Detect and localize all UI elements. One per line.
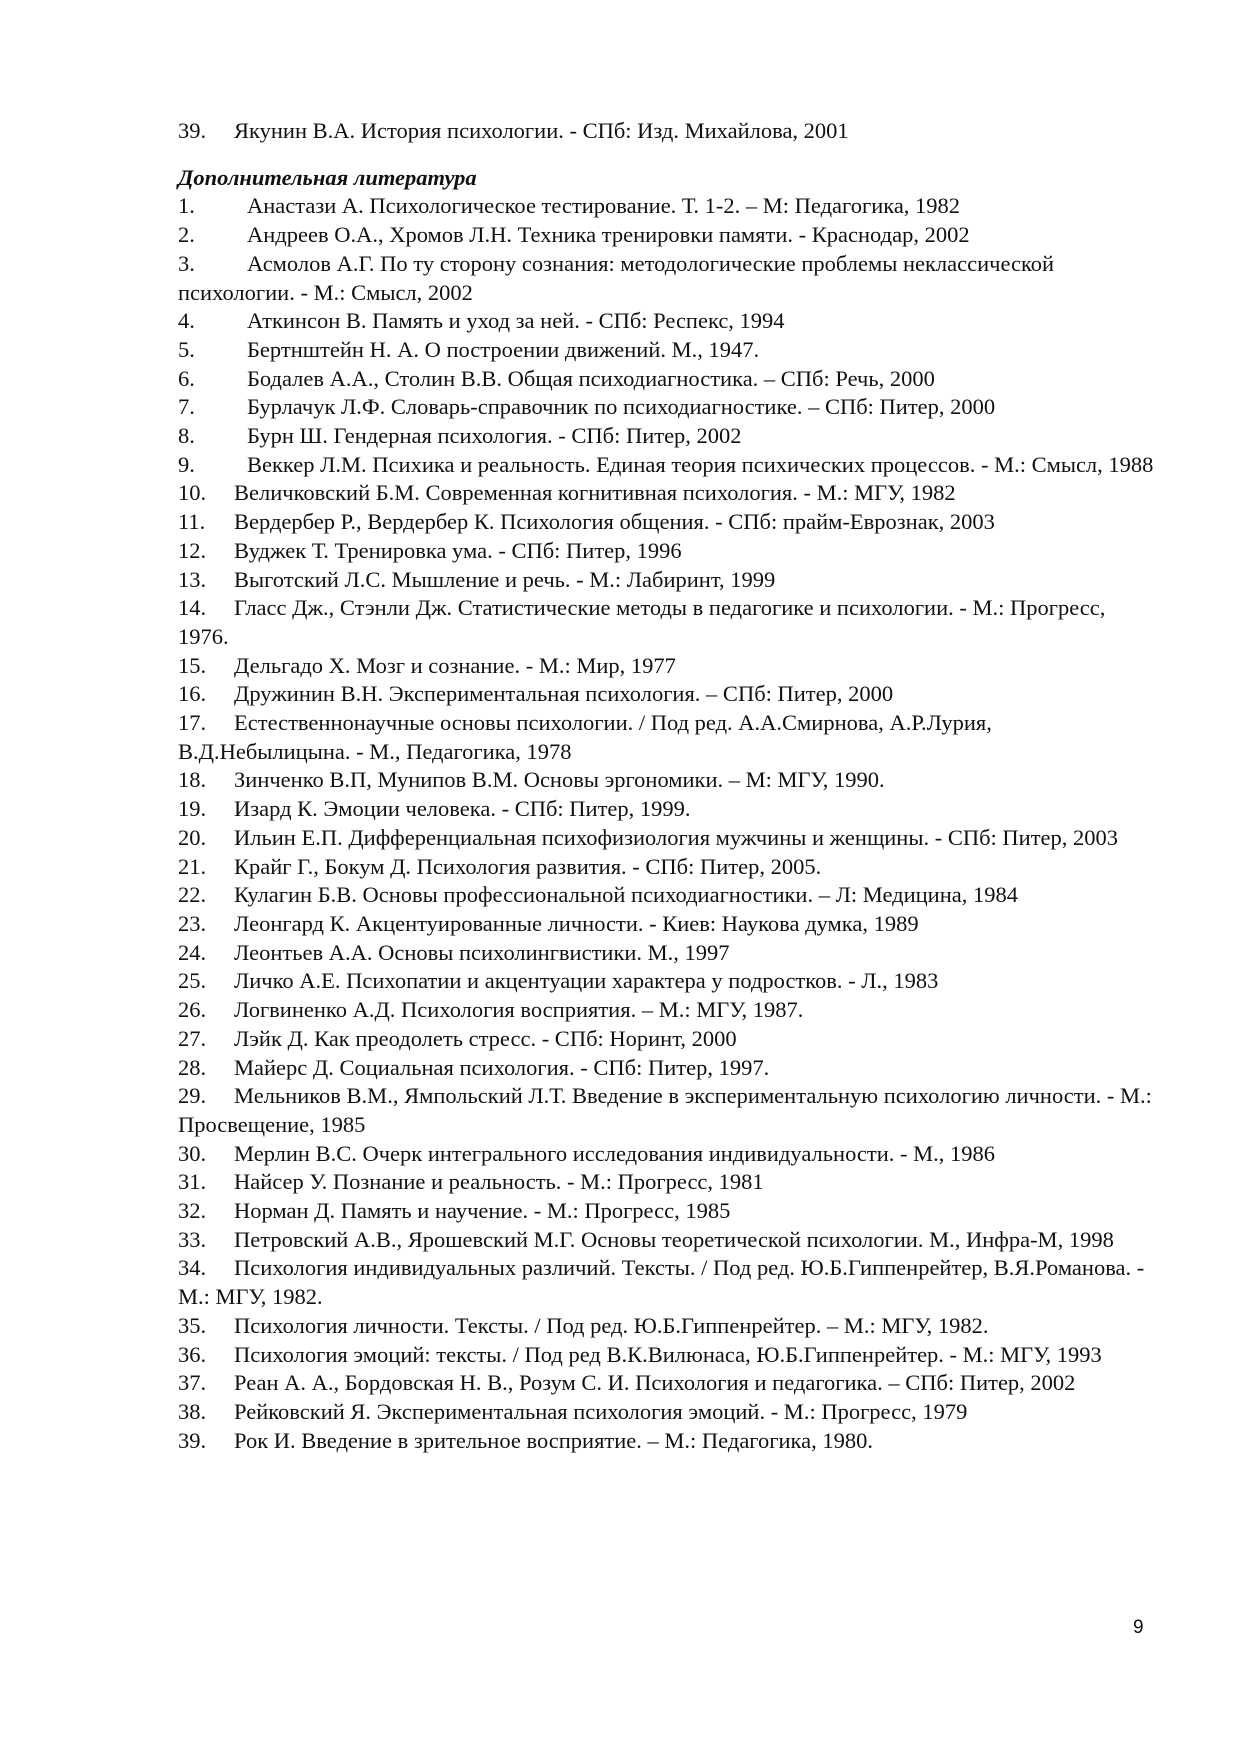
reference-text: Вердербер Р., Вердербер К. Психология общения. - СПб: прайм-Еврознак, 2003 (234, 509, 995, 535)
reference-text: Веккер Л.М. Психика и реальность. Единая теория психических процессов. - М.: Смысл, 1988 (247, 451, 1154, 477)
reference-number: 2. (178, 222, 195, 248)
reference-text: Якунин В.А. История психологии. - СПб: Изд. Михайлова, 2001 (234, 118, 849, 143)
reference-text: Рок И. Введение в зрительное восприятие. – М.: Педагогика, 1980. (234, 1427, 873, 1453)
list-item (178, 1140, 1158, 1169)
reference-number: 35. (178, 1312, 207, 1338)
list-item (178, 537, 1158, 566)
reference-text: Аткинсон В. Память и уход за ней. - СПб: Респекс, 1994 (247, 308, 785, 334)
list-item (178, 1082, 1158, 1139)
reference-text: Мерлин В.С. Очерк интегрального исследования индивидуальности. - М., 1986 (234, 1140, 995, 1166)
reference-number: 1. (178, 193, 195, 219)
reference-number: 10. (178, 480, 207, 506)
reference-number: 15. (178, 652, 207, 678)
reference-text: Мельников В.М., Ямпольский Л.Т. Введение в экспериментальную психологию личности. - М.: Просвещение, 1985 (178, 1083, 1152, 1137)
reference-number: 18. (178, 767, 207, 793)
reference-text: Дружинин В.Н. Экспериментальная психология. – СПб: Питер, 2000 (234, 681, 894, 707)
reference-list (178, 192, 1158, 1455)
reference-text: Психология личности. Тексты. / Под ред. Ю.Б.Гиппенрейтер. – М.: МГУ, 1982. (234, 1312, 989, 1338)
reference-number: 33. (178, 1226, 207, 1252)
reference-text: Кулагин Б.В. Основы профессиональной психодиагностики. – Л: Медицина, 1984 (234, 882, 1018, 908)
reference-number: 8. (178, 423, 195, 449)
reference-number: 34. (178, 1255, 207, 1281)
reference-text: Выготский Л.С. Мышление и речь. - М.: Лабиринт, 1999 (234, 566, 776, 592)
reference-number: 21. (178, 853, 207, 879)
reference-number: 20. (178, 824, 207, 850)
list-item (178, 451, 1158, 480)
list-item (178, 709, 1158, 766)
reference-number: 23. (178, 910, 207, 936)
reference-text: Логвиненко А.Д. Психология восприятия. – М.: МГУ, 1987. (234, 997, 804, 1023)
reference-number: 30. (178, 1140, 207, 1166)
list-item (178, 250, 1158, 307)
reference-number: 26. (178, 997, 207, 1023)
reference-text: Лэйк Д. Как преодолеть стресс. - СПб: Норинт, 2000 (234, 1025, 737, 1051)
reference-number: 38. (178, 1398, 207, 1424)
reference-number: 7. (178, 394, 195, 420)
reference-number: 27. (178, 1025, 207, 1051)
reference-number: 16. (178, 681, 207, 707)
list-item (178, 939, 1158, 968)
list-item (178, 1025, 1158, 1054)
list-item (178, 795, 1158, 824)
list-item (178, 1197, 1158, 1226)
page-number: 9 (1133, 1617, 1144, 1638)
reference-text: Личко А.Е. Психопатии и акцентуации характера у подростков. - Л., 1983 (234, 968, 939, 994)
list-item (178, 680, 1158, 709)
list-item (178, 1369, 1158, 1398)
reference-text: Крайг Г., Бокум Д. Психология развития. - СПб: Питер, 2005. (234, 853, 822, 879)
list-item (178, 1168, 1158, 1197)
reference-number: 17. (178, 710, 207, 736)
reference-number: 9. (178, 451, 195, 477)
reference-text: Вуджек Т. Тренировка ума. - СПб: Питер, 1996 (234, 537, 682, 563)
reference-number: 37. (178, 1370, 207, 1396)
reference-text: Найсер У. Познание и реальность. - М.: Прогресс, 1981 (234, 1169, 764, 1195)
reference-text: Ильин Е.П. Дифференциальная психофизиология мужчины и женщины. - СПб: Питер, 2003 (234, 824, 1119, 850)
list-item (178, 422, 1158, 451)
reference-number: 11. (178, 509, 206, 535)
reference-number: 5. (178, 336, 195, 362)
list-item (178, 996, 1158, 1025)
page-content (178, 117, 1158, 1455)
list-item (178, 1427, 1158, 1456)
reference-number: 19. (178, 796, 207, 822)
list-item (178, 1341, 1158, 1370)
reference-text: Психология индивидуальных различий. Тексты. / Под ред. Ю.Б.Гиппенрейтер, В.Я.Романова. - М.: МГУ, 1982. (178, 1255, 1145, 1310)
reference-text: Асмолов А.Г. По ту сторону сознания: методологические проблемы неклассической психологии. - М.: Смысл, 2002 (178, 250, 1055, 305)
list-item (178, 824, 1158, 853)
list-item (178, 1226, 1158, 1255)
list-item (178, 192, 1158, 221)
list-item (178, 881, 1158, 910)
reference-text: Норман Д. Память и научение. - М.: Прогресс, 1985 (234, 1198, 731, 1224)
list-item (178, 1398, 1158, 1427)
reference-text: Леонтьев А.А. Основы психолингвистики. М., 1997 (234, 939, 730, 965)
reference-text: Бодалев А.А., Столин В.В. Общая психодиагностика. – СПб: Речь, 2000 (247, 365, 935, 391)
reference-number: 6. (178, 365, 195, 391)
list-item (178, 766, 1158, 795)
reference-number: 4. (178, 308, 195, 334)
list-item (178, 566, 1158, 595)
list-item (178, 365, 1158, 394)
list-item (178, 967, 1158, 996)
reference-number: 39. (178, 1427, 207, 1453)
reference-number: 24. (178, 939, 207, 965)
reference-text: Бурн Ш. Гендерная психология. - СПб: Питер, 2002 (247, 423, 742, 449)
reference-text: Петровский А.В., Ярошевский М.Г. Основы теоретической психологии. М., Инфра-М, 1998 (234, 1226, 1114, 1252)
list-item (178, 594, 1158, 651)
reference-number: 36. (178, 1341, 207, 1367)
reference-text: Зинченко В.П, Мунипов В.М. Основы эргономики. – М: МГУ, 1990. (234, 767, 885, 793)
section-title: Дополнительная литература (178, 164, 477, 190)
list-item (178, 221, 1158, 250)
reference-number: 3. (178, 250, 195, 276)
reference-text: Андреев О.А., Хромов Л.Н. Техника тренировки памяти. - Краснодар, 2002 (247, 222, 970, 248)
reference-text: Реан А. А., Бордовская Н. В., Розум С. И. Психология и педагогика. – СПб: Питер, 2002 (234, 1370, 1076, 1396)
top-reference-entry (178, 117, 1158, 146)
reference-number: 28. (178, 1054, 207, 1080)
reference-text: Естественнонаучные основы психологии. / Под ред. А.А.Смирнова, А.Р.Лурия, В.Д.Небылицына. - М., Педагогика, 1978 (178, 710, 992, 764)
reference-number: 25. (178, 968, 207, 994)
reference-number: 13. (178, 566, 207, 592)
list-item (178, 508, 1158, 537)
reference-text: Леонгард К. Акцентуированные личности. - Киев: Наукова думка, 1989 (234, 910, 919, 936)
list-item (178, 1254, 1158, 1311)
reference-number: 29. (178, 1083, 207, 1109)
list-item (178, 1054, 1158, 1083)
list-item (178, 393, 1158, 422)
reference-number: 39. (178, 118, 207, 143)
reference-text: Гласс Дж., Стэнли Дж. Статистические методы в педагогике и психологии. - М.: Прогресс, 1976. (178, 595, 1106, 649)
reference-text: Дельгадо Х. Мозг и сознание. - М.: Мир, 1977 (234, 652, 676, 678)
reference-text: Изард К. Эмоции человека. - СПб: Питер, 1999. (234, 796, 691, 822)
reference-text: Психология эмоций: тексты. / Под ред В.К.Вилюнаса, Ю.Б.Гиппенрейтер. - М.: МГУ, 1993 (234, 1341, 1102, 1367)
reference-number: 31. (178, 1169, 207, 1195)
list-item (178, 910, 1158, 939)
list-item (178, 1312, 1158, 1341)
list-item (178, 307, 1158, 336)
list-item (178, 479, 1158, 508)
reference-number: 14. (178, 595, 207, 621)
list-item (178, 652, 1158, 681)
reference-number: 32. (178, 1198, 207, 1224)
reference-text: Бертнштейн Н. А. О построении движений. М., 1947. (247, 336, 760, 362)
list-item (178, 336, 1158, 365)
reference-text: Анастази А. Психологическое тестирование. Т. 1-2. – М: Педагогика, 1982 (247, 193, 961, 219)
reference-number: 12. (178, 537, 207, 563)
reference-text: Бурлачук Л.Ф. Словарь-справочник по психодиагностике. – СПб: Питер, 2000 (247, 394, 996, 420)
reference-text: Рейковский Я. Экспериментальная психология эмоций. - М.: Прогресс, 1979 (234, 1398, 968, 1424)
reference-number: 22. (178, 882, 207, 908)
reference-text: Майерс Д. Социальная психология. - СПб: Питер, 1997. (234, 1054, 770, 1080)
reference-text: Величковский Б.М. Современная когнитивная психология. - М.: МГУ, 1982 (234, 480, 956, 506)
list-item (178, 853, 1158, 882)
